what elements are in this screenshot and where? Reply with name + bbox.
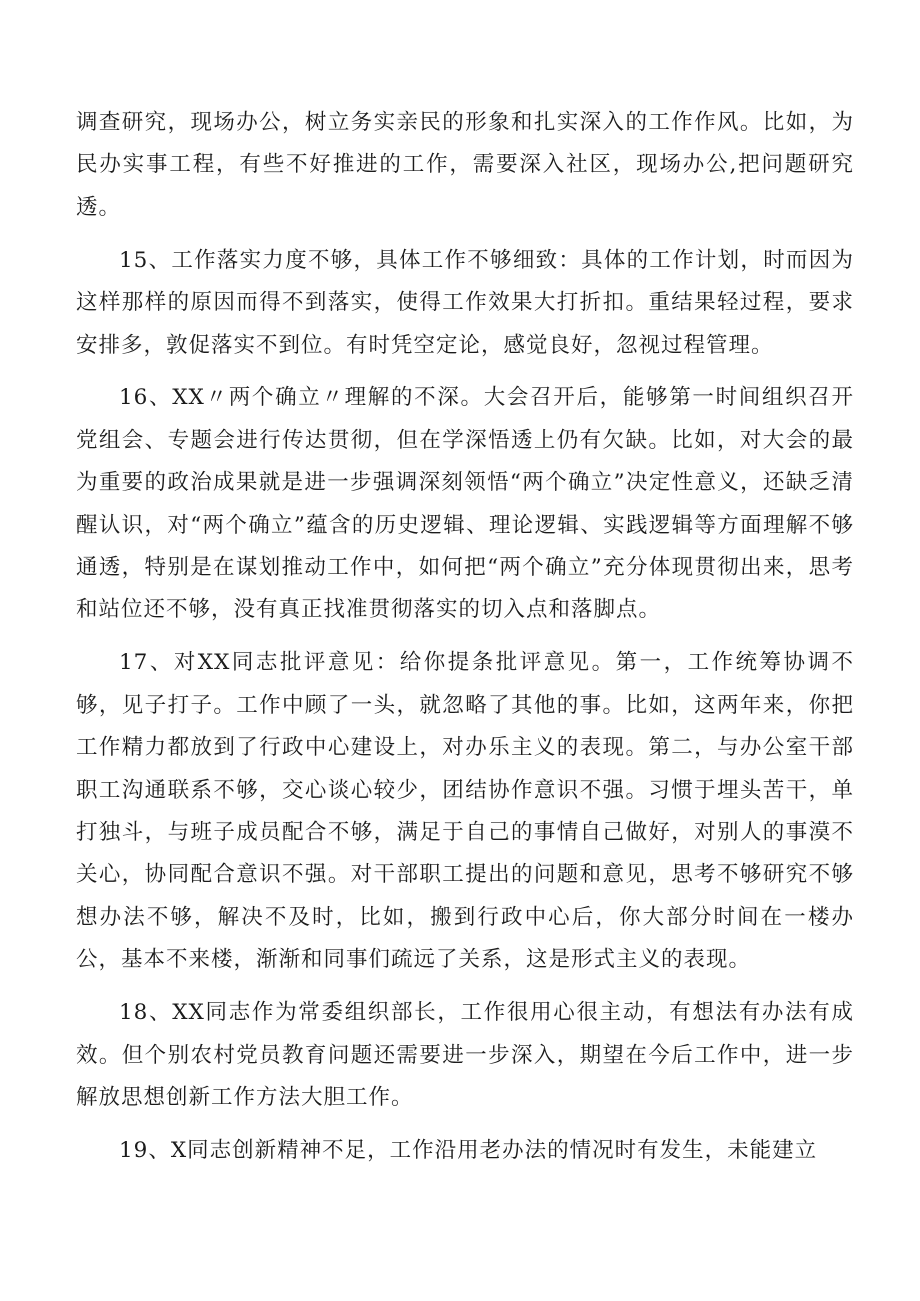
paragraph-item-19: 19、X同志创新精神不足，工作沿用老办法的情况时有发生，未能建立 [119, 1137, 818, 1163]
paragraph-item-17: 17、对XX同志批评意见：给你提条批评意见。第一，工作统筹协调不够，见子打子。工作中顾了一头，就忽略了其他的事。比如，这两年来，你把工作精力都放到了行政中心建设上，对办乐主义的表现。第二，与办公室干部职工沟通联系不够，交心谈心较少，团结协作意识不强。习惯于埋头苦干，单打独斗，与班子成员配合不够，满足于自己的事情自己做好，对别人的事漠不关心，协同配合意识不强。对干部职工提出的问题和意见，思考不够研究不够想办法不够，解决不及时，比如，搬到行政中心后，你大部分时间在一楼办公，基本不来楼，渐渐和同事们疏远了关系，这是形式主义的表现。 [76, 650, 854, 973]
paragraph-item-18: 18、XX同志作为常委组织部长，工作很用心很主动，有想法有办法有成效。但个别农村党员教育问题还需要进一步深入，期望在今后工作中，进一步解放思想创新工作方法大胆工作。 [76, 1000, 854, 1110]
paragraph-item-16: 16、XX〃两个确立〃理解的不深。大会召开后，能够第一时间组织召开党组会、专题会进行传达贯彻，但在学深悟透上仍有欠缺。比如，对大会的最为重要的政治成果就是进一步强调深刻领悟“两个确立”决定性意义，还缺乏清醒认识，对“两个确立”蕴含的历史逻辑、理论逻辑、实践逻辑等方面理解不够通透，特别是在谋划推动工作中，如何把“两个确立”充分体现贯彻出来，思考和站位还不够，没有真正找准贯彻落实的切入点和落脚点。 [76, 385, 854, 623]
paragraph-continuation: 调查研究，现场办公，树立务实亲民的形象和扎实深入的工作作风。比如，为民办实事工程，有些不好推进的工作，需要深入社区，现场办公,把问题研究透。 [76, 110, 854, 220]
paragraph-item-15: 15、工作落实力度不够，具体工作不够细致：具体的工作计划，时而因为这样那样的原因而得不到落实，使得工作效果大打折扣。重结果轻过程，要求安排多，敦促落实不到位。有时凭空定论，感觉良好，忽视过程管理。 [76, 247, 854, 358]
